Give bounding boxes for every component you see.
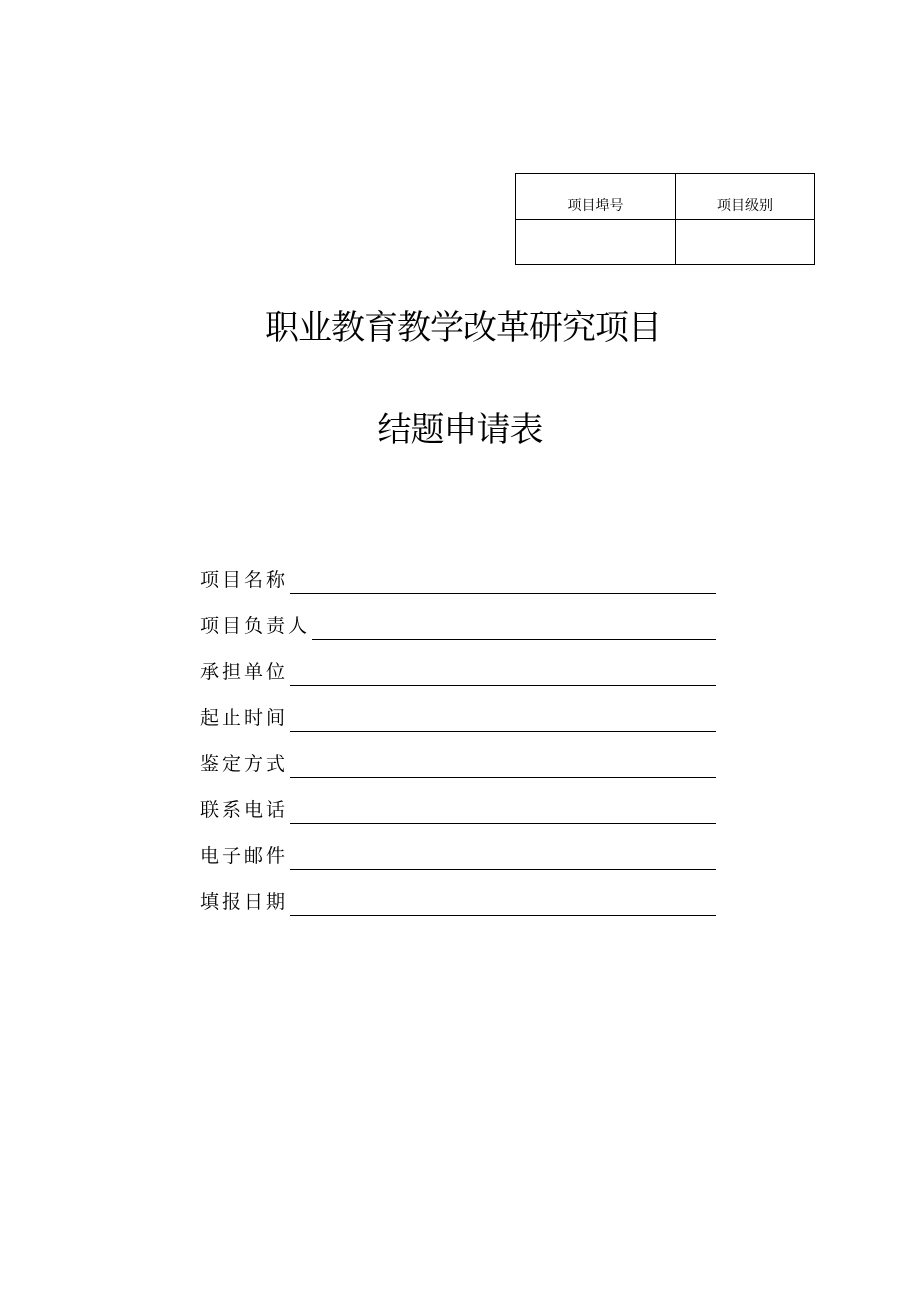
field-label: 项目负责人 xyxy=(200,615,311,637)
project-info-value-row xyxy=(516,220,815,265)
undertaking-unit-blank[interactable] xyxy=(290,659,716,686)
project-level-header: 项目级别 xyxy=(676,174,815,220)
form-field-undertaking-unit xyxy=(200,640,720,686)
form-field-fill-date xyxy=(200,870,720,916)
project-info-header-row xyxy=(516,174,815,220)
document-subtitle: 结题申请表 xyxy=(377,410,543,450)
project-number-header: 项目埠号 xyxy=(516,174,676,220)
field-label: 鉴定方式 xyxy=(200,753,289,775)
email-blank[interactable] xyxy=(290,843,716,870)
project-name-blank[interactable] xyxy=(290,567,716,594)
form-field-email xyxy=(200,824,720,870)
appraisal-method-blank[interactable] xyxy=(290,751,716,778)
form-field-project-leader xyxy=(200,594,720,640)
project-number-value[interactable] xyxy=(516,220,676,265)
field-label: 填报日期 xyxy=(200,891,289,913)
project-info-table xyxy=(515,173,815,265)
form-field-appraisal-method xyxy=(200,732,720,778)
project-level-value[interactable] xyxy=(676,220,815,265)
period-blank[interactable] xyxy=(290,705,716,732)
field-label: 项目名称 xyxy=(200,569,289,591)
application-form-fields xyxy=(200,548,720,916)
form-field-project-name xyxy=(200,548,720,594)
form-field-phone xyxy=(200,778,720,824)
document-title: 职业教育教学改革研究项目 xyxy=(265,308,661,348)
field-label: 联系电话 xyxy=(200,799,289,821)
field-label: 电子邮件 xyxy=(200,845,289,867)
field-label: 起止时间 xyxy=(200,707,289,729)
field-label: 承担单位 xyxy=(200,661,289,683)
phone-blank[interactable] xyxy=(290,797,716,824)
project-leader-blank[interactable] xyxy=(312,613,716,640)
fill-date-blank[interactable] xyxy=(290,889,716,916)
form-field-period xyxy=(200,686,720,732)
